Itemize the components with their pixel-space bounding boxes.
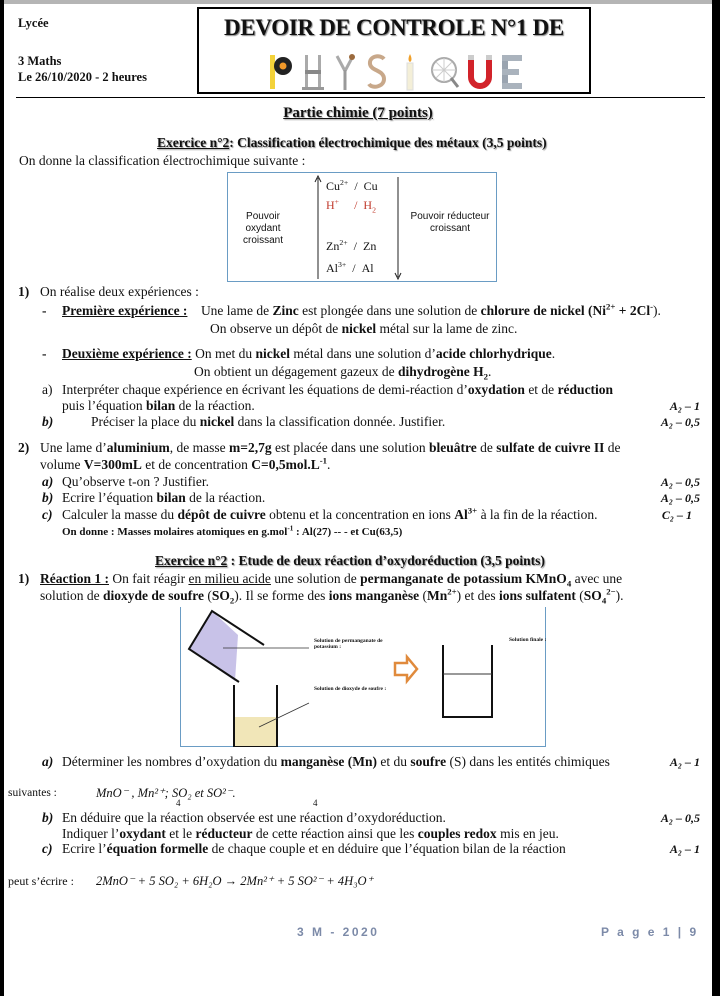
q1b-label: b) bbox=[42, 414, 54, 429]
ex2-qa-species: MnO⁻ , Mn²⁺; SO₂ et SO²⁻. bbox=[96, 786, 236, 800]
letter-s-rope-icon bbox=[365, 53, 389, 91]
q2a-score: A₂ – 0,5 bbox=[660, 475, 700, 489]
letter-h-stand-icon bbox=[301, 53, 325, 91]
exercise2-heading: : Etude de deux réaction d’oxydoréduction (3,5 points) bbox=[227, 553, 545, 568]
electrochemical-classification bbox=[227, 172, 497, 282]
label-final-solution: Solution finale : bbox=[509, 637, 547, 643]
experiment1-line2: On observe un dépôt de nickel métal sur la lame de zinc. bbox=[210, 321, 518, 336]
ex2-qb-line1: En déduire que la réaction observée est une réaction d’oxydoréduction. bbox=[62, 810, 446, 825]
letter-e-pipes-icon bbox=[500, 53, 524, 91]
ex2-qa-line1: Déterminer les nombres d’oxydation du manganèse (Mn) et du soufre (S) dans les entités chimiques bbox=[62, 754, 610, 769]
couple-cu: $Cu^{2+}$ / Cu bbox=[326, 178, 378, 193]
q1a-line1: Interpréter chaque expérience en écrivant les équations de demi-réaction d’oxydation et de réduction bbox=[62, 382, 614, 397]
reaction1-line2: solution de dioxyde de soufre $(SO_2)$. Il se forme des ions manganèse $(Mn^{2+})$ et des ions sulfatent $(SO_4^{2-})$. bbox=[40, 586, 624, 606]
school-name: Lycée bbox=[18, 16, 49, 30]
q2c-text: Calculer la masse du dépôt de cuivre obtenu et la concentration en ions $Al^{3+}$ à la fin de la réaction. bbox=[62, 505, 598, 522]
arrow-down-icon bbox=[394, 177, 402, 281]
q2a-label: a) bbox=[42, 474, 54, 489]
bullet: - bbox=[42, 303, 47, 318]
ex2-qc-label: c) bbox=[42, 841, 53, 856]
ex2-qa-line2-prefix: suivantes : bbox=[8, 787, 57, 799]
exercise1-heading: : Classification électrochimique des métaux (3,5 points) bbox=[229, 135, 547, 150]
footer-page-number: P a g e 1 | 9 bbox=[601, 925, 699, 939]
ex2-qa-label: a) bbox=[42, 754, 54, 769]
q1b-score: A₂ – 0,5 bbox=[660, 415, 700, 429]
beakers-diagram bbox=[181, 607, 547, 747]
exam-page bbox=[4, 0, 712, 996]
q2b-text: Ecrire l’équation bilan de la réaction. bbox=[62, 490, 266, 505]
experiment1-line1: Première expérience : Une lame de Zinc est plongée dans une solution de chlorure de nickel $(Ni^{2+} + 2Cl^-)$. bbox=[62, 301, 661, 318]
ex2-qc-line1: Ecrire l’équation formelle de chaque couple et en déduire que l’équation bilan de la réaction bbox=[62, 841, 566, 856]
physique-logo bbox=[269, 49, 524, 91]
label-so2: Solution de dioxyde de soufre : bbox=[314, 686, 387, 692]
letter-y-fork-icon bbox=[333, 53, 357, 91]
ex2-qa-score: A₂ – 1 bbox=[669, 755, 700, 769]
letter-p-ruler-record-icon bbox=[269, 53, 293, 91]
q1-text: On réalise deux expériences : bbox=[40, 284, 199, 299]
arrow-up-icon bbox=[314, 175, 322, 279]
ex2-qb-line2: Indiquer l’oxydant et le réducteur de cette réaction ainsi que les couples redox mis en jeu. bbox=[62, 826, 559, 841]
q2a-text: Qu’observe t-on ? Justifier. bbox=[62, 474, 209, 489]
q2c-label: c) bbox=[42, 507, 53, 522]
ex2-q1-number: 1) bbox=[18, 571, 30, 586]
exam-date: Le 26/10/2020 - 2 heures bbox=[18, 70, 147, 84]
q1b-text: Préciser la place du nickel dans la classification donnée. Justifier. bbox=[91, 414, 446, 429]
reducing-power-label: Pouvoir réducteur croissant bbox=[410, 211, 490, 234]
oxidizing-power-label: Pouvoir oxydant croissant bbox=[242, 211, 283, 246]
letter-u-magnet-icon bbox=[468, 53, 492, 91]
q2b-score: A₂ – 0,5 bbox=[660, 491, 700, 505]
exercise1-intro: On donne la classification électrochimique suivante : bbox=[19, 153, 306, 168]
q2b-label: b) bbox=[42, 490, 54, 505]
label-permanganate: Solution de permanganate de potassium : bbox=[314, 638, 383, 650]
letter-q-wheel-icon bbox=[430, 53, 460, 91]
ex2-qc-line2-prefix: peut s’écrire : bbox=[8, 874, 74, 888]
experiment2-line1: Deuxième expérience : On met du nickel métal dans une solution d’acide chlorhydrique. bbox=[62, 346, 556, 361]
q1a-score: A₂ – 1 bbox=[669, 399, 700, 413]
subscript-4: 4 bbox=[176, 798, 181, 808]
bullet: - bbox=[42, 346, 47, 361]
couple-h: H+ / $H_2$ bbox=[326, 197, 376, 215]
balanced-equation: 2MnO⁻ + 5 SO₂ + 6H₂O → 2Mn²⁺ + 5 SO²⁻ + 4H₃O⁺ bbox=[96, 874, 374, 888]
exam-title: DEVOIR DE CONTROLE N°1 DE bbox=[224, 15, 564, 40]
ex2-qc-score: A₂ – 1 bbox=[669, 842, 700, 856]
q2-line1: Une lame d’aluminium, de masse m=2,7g est placée dans une solution bleuâtre de sulfate de cuivre II de bbox=[40, 440, 621, 455]
reaction1-line1: Réaction 1 : On fait réagir en milieu acide une solution de permanganate de potassium KMnO$_4$ avec une bbox=[40, 571, 623, 589]
exercise2-number: Exercice n°2 bbox=[155, 553, 228, 568]
exercise1-title bbox=[157, 135, 547, 151]
q1a-label: a) bbox=[42, 382, 53, 397]
q1-number: 1) bbox=[18, 284, 30, 299]
couple-zn: $Zn^{2+}$ / Zn bbox=[326, 238, 377, 253]
permanganate-solution bbox=[189, 611, 238, 681]
subscript-4: 4 bbox=[313, 798, 318, 808]
letter-i-candle-icon bbox=[398, 53, 422, 91]
exercise1-number: Exercice n°2 bbox=[157, 135, 230, 150]
exercise2-title bbox=[155, 553, 545, 569]
class-name: 3 Maths bbox=[18, 54, 62, 68]
footer-class-year: 3 M - 2020 bbox=[297, 925, 380, 939]
ex2-qb-score: A₂ – 0,5 bbox=[660, 811, 700, 825]
ex2-qb-label: b) bbox=[42, 810, 54, 825]
couple-al: $Al^{3+}$ / Al bbox=[326, 260, 374, 275]
reaction-arrow-icon bbox=[395, 657, 417, 681]
q2-number: 2) bbox=[18, 440, 30, 455]
q1a-line2: puis l’équation bilan de la réaction. bbox=[62, 398, 255, 413]
reaction-figure bbox=[180, 607, 546, 747]
part-title: Partie chimie (7 points) bbox=[283, 105, 433, 121]
q2c-score: C₂ – 1 bbox=[661, 508, 692, 522]
title-box bbox=[197, 7, 591, 94]
header-divider bbox=[16, 97, 705, 98]
experiment2-line2: On obtient un dégagement gazeux de dihydrogène $H_2$. bbox=[194, 364, 492, 382]
q2-line2: volume V=300mL et de concentration $C=0,5mol.L^{-1}$. bbox=[40, 455, 331, 472]
given-data: On donne : Masses molaires atomiques en g.mol$^{-1}$ : Al(27) -- - et Cu(63,5) bbox=[62, 524, 403, 538]
